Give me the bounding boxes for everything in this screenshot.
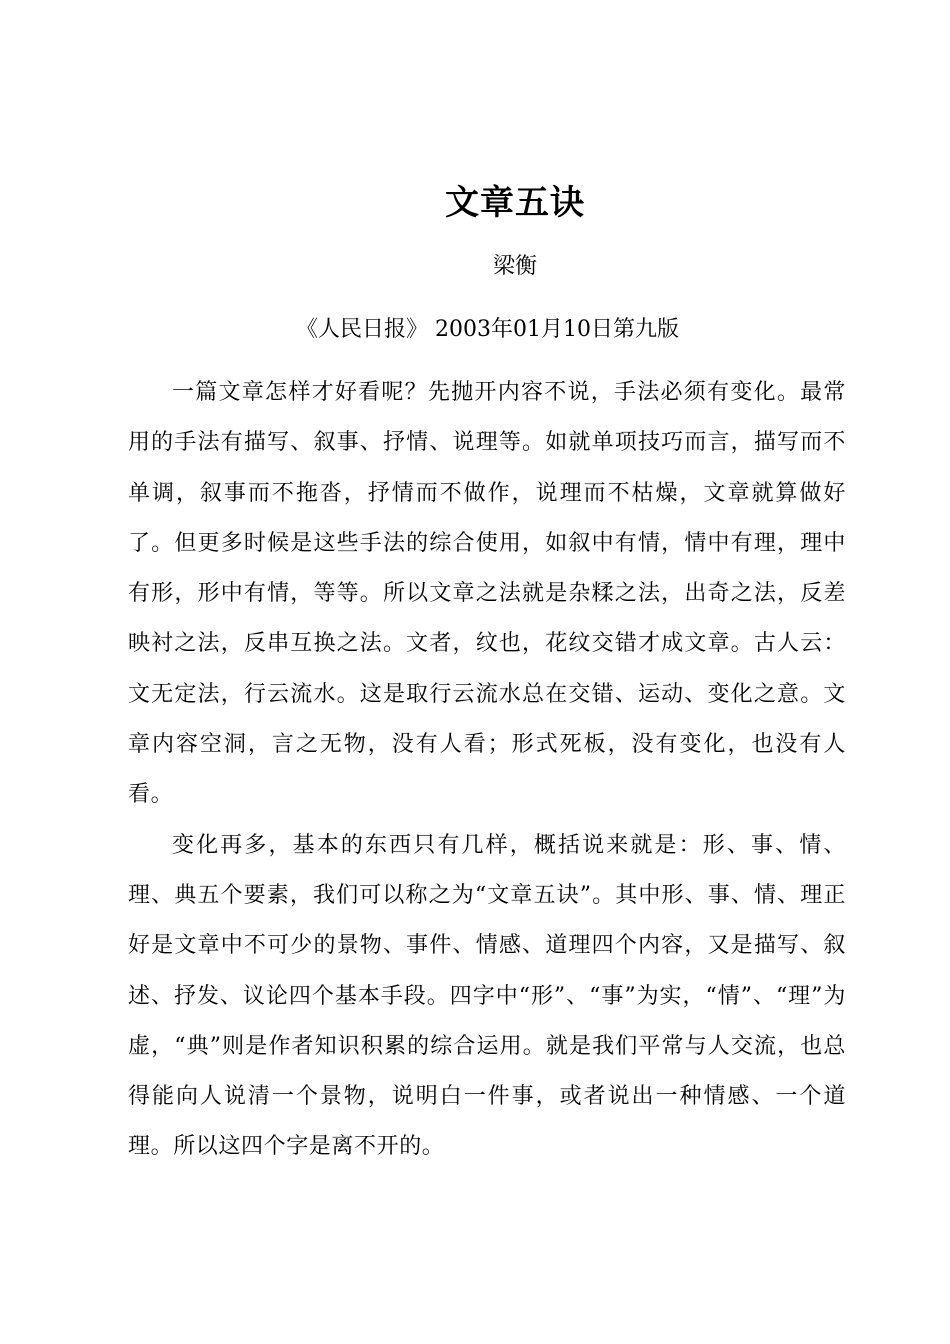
author-name: 梁衡	[492, 254, 537, 279]
paragraph: 变化再多，基本的东西只有几样，概括说来就是：形、事、情、理、典五个要素，我们可以称之为“文章五诀”。其中形、事、情、理正好是文章中不可少的景物、事件、情感、道理四个内容，又是描写、叙述、抒发、议论四个基本手段。四字中“形”、“事”为实，“情”、“理”为虚，“典”则是作者知识积累的综合运用。就是我们平常与人交流，也总得能向人说清一个景物，说明白一件事，或者说出一种情感、一个道理。所以这四个字是离不开的。	[128, 832, 846, 1160]
publication-source: 《人民日报》 2003年01月10日第九版	[296, 317, 679, 342]
article-body	[128, 368, 846, 1173]
document-title: 文章五诀	[445, 183, 585, 223]
paragraph: 一篇文章怎样才好看呢？先抛开内容不说，手法必须有变化。最常用的手法有描写、叙事、抒情、说理等。如就单项技巧而言，描写而不单调，叙事而不拖沓，抒情而不做作，说理而不枯燥，文章就算做好了。但更多时候是这些手法的综合使用，如叙中有情，情中有理，理中有形，形中有情，等等。所以文章之法就是杂糅之法，出奇之法，反差映衬之法，反串互换之法。文者，纹也，花纹交错才成文章。古人云：文无定法，行云流水。这是取行云流水总在交错、运动、变化之意。文章内容空洞，言之无物，没有人看；形式死板，没有变化，也没有人看。	[128, 380, 846, 808]
